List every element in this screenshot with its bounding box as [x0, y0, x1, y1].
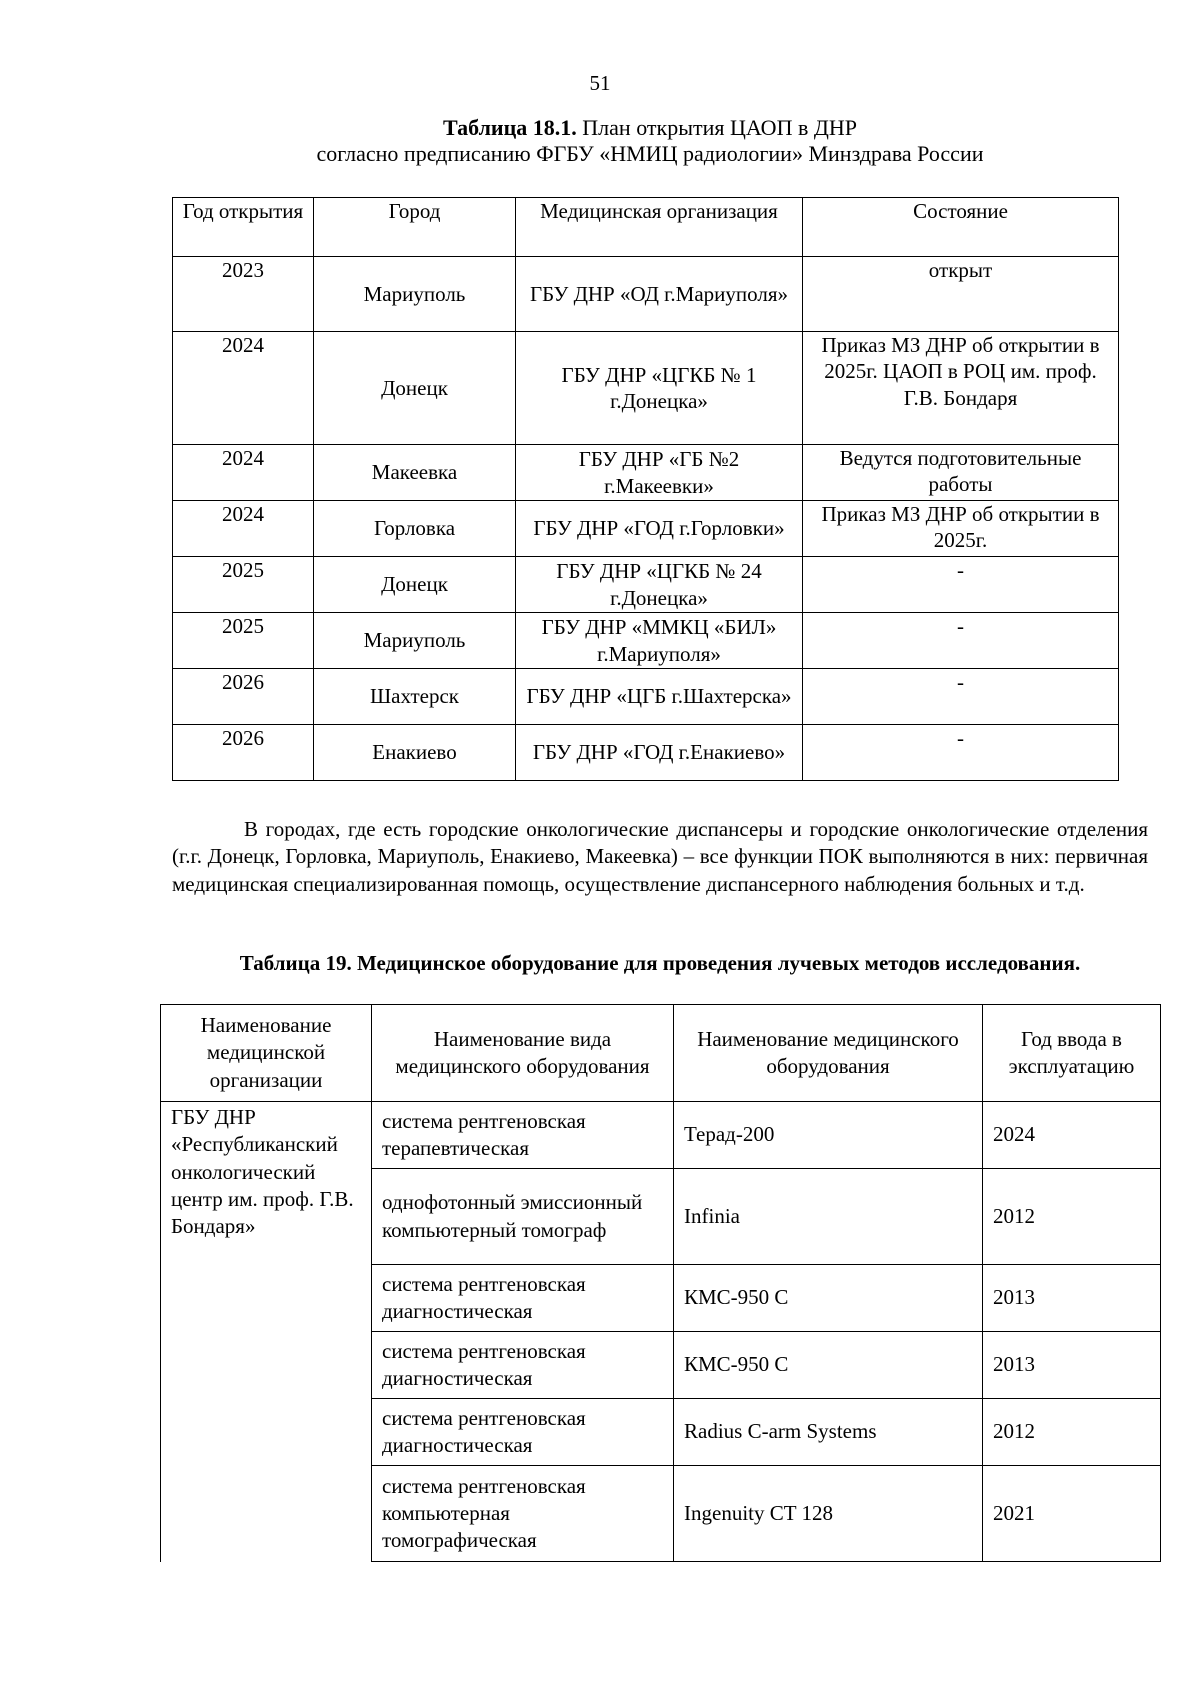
cell-equipment-type: система рентгеновская компьютерная томографическая	[372, 1466, 674, 1562]
cell-status: -	[803, 669, 1119, 725]
cell-equipment-name: Терад-200	[674, 1102, 983, 1169]
table-row	[173, 669, 1119, 725]
cell-city: Донецк	[314, 332, 516, 445]
cell-commission-year: 2021	[983, 1466, 1161, 1562]
table1-header-city: Город	[314, 198, 516, 257]
body-paragraph	[172, 816, 1148, 898]
cell-org: ГБУ ДНР «ГОД г.Енакиево»	[516, 725, 803, 781]
cell-commission-year: 2013	[983, 1265, 1161, 1332]
cell-equipment-name: Infinia	[674, 1169, 983, 1265]
table1-title-block	[170, 115, 1130, 168]
cell-status: Ведутся подготовительные работы	[803, 445, 1119, 501]
cell-year: 2023	[173, 257, 314, 332]
table1-header-org: Медицинская организация	[516, 198, 803, 257]
table-row	[161, 1102, 1161, 1169]
table1-subtitle: согласно предписанию ФГБУ «НМИЦ радиологии» Минздрава России	[316, 141, 984, 167]
cell-status: открыт	[803, 257, 1119, 332]
table2-title: Таблица 19. Медицинское оборудование для проведения лучевых методов исследования.	[239, 951, 1081, 975]
table-row	[173, 557, 1119, 613]
cell-city: Шахтерск	[314, 669, 516, 725]
cell-city: Донецк	[314, 557, 516, 613]
cell-year: 2026	[173, 669, 314, 725]
cell-status: -	[803, 557, 1119, 613]
cell-equipment-type: система рентгеновская диагностическая	[372, 1332, 674, 1399]
cell-commission-year: 2012	[983, 1169, 1161, 1265]
cell-year: 2025	[173, 557, 314, 613]
cell-org: ГБУ ДНР «ММКЦ «БИЛ» г.Мариуполя»	[516, 613, 803, 669]
cell-org: ГБУ ДНР «ЦГКБ № 24 г.Донецка»	[516, 557, 803, 613]
cell-city: Макеевка	[314, 445, 516, 501]
table-row	[173, 257, 1119, 332]
table2-equipment	[160, 1004, 1161, 1562]
cell-org: ГБУ ДНР «ЦГКБ № 1 г.Донецка»	[516, 332, 803, 445]
cell-commission-year: 2013	[983, 1332, 1161, 1399]
table2-header-org: Наименование медицинской организации	[161, 1005, 372, 1102]
cell-org: ГБУ ДНР «ЦГБ г.Шахтерска»	[516, 669, 803, 725]
table-row	[173, 332, 1119, 445]
cell-city: Мариуполь	[314, 257, 516, 332]
cell-commission-year: 2012	[983, 1399, 1161, 1466]
cell-status: Приказ МЗ ДНР об открытии в 2025г.	[803, 501, 1119, 557]
cell-organization: ГБУ ДНР «Республиканский онкологический центр им. проф. Г.В. Бондаря»	[161, 1102, 372, 1562]
cell-org: ГБУ ДНР «ОД г.Мариуполя»	[516, 257, 803, 332]
cell-status: -	[803, 725, 1119, 781]
table1-plan-caop	[172, 197, 1119, 781]
cell-year: 2024	[173, 501, 314, 557]
cell-city: Мариуполь	[314, 613, 516, 669]
cell-city: Горловка	[314, 501, 516, 557]
cell-city: Енакиево	[314, 725, 516, 781]
table2-header-year: Год ввода в эксплуатацию	[983, 1005, 1161, 1102]
table1-title	[170, 115, 1130, 141]
cell-equipment-type: однофотонный эмиссионный компьютерный томограф	[372, 1169, 674, 1265]
table-row	[173, 445, 1119, 501]
cell-equipment-name: КМС-950 С	[674, 1265, 983, 1332]
cell-year: 2024	[173, 445, 314, 501]
cell-equipment-type: система рентгеновская диагностическая	[372, 1399, 674, 1466]
table1-title-text: План открытия ЦАОП в ДНР	[576, 115, 857, 140]
cell-equipment-type: система рентгеновская диагностическая	[372, 1265, 674, 1332]
cell-org: ГБУ ДНР «ГБ №2 г.Макеевки»	[516, 445, 803, 501]
table2-header-name: Наименование медицинского оборудования	[674, 1005, 983, 1102]
cell-year: 2025	[173, 613, 314, 669]
cell-year: 2024	[173, 332, 314, 445]
paragraph-text: В городах, где есть городские онкологические диспансеры и городские онкологические отделения (г.г. Донецк, Горловка, Мариуполь, Енакиево, Макеевка) – все функции ПОК выполняются в них: первичная медицинская специализированная помощь, осуществление диспансерного наблюдения больных и т.д.	[172, 817, 1148, 896]
cell-year: 2026	[173, 725, 314, 781]
cell-commission-year: 2024	[983, 1102, 1161, 1169]
cell-status: -	[803, 613, 1119, 669]
page-number: 51	[589, 71, 611, 95]
cell-status: Приказ МЗ ДНР об открытии в 2025г. ЦАОП в РОЦ им. проф. Г.В. Бондаря	[803, 332, 1119, 445]
table1-header-status: Состояние	[803, 198, 1119, 257]
cell-equipment-name: Ingenuity CT 128	[674, 1466, 983, 1562]
table1-header-year: Год открытия	[173, 198, 314, 257]
table1-title-label: Таблица 18.1.	[443, 115, 577, 140]
table-row	[173, 613, 1119, 669]
table2-header-row	[161, 1005, 1161, 1102]
cell-equipment-type: система рентгеновская терапевтическая	[372, 1102, 674, 1169]
cell-org: ГБУ ДНР «ГОД г.Горловки»	[516, 501, 803, 557]
table2-header-type: Наименование вида медицинского оборудования	[372, 1005, 674, 1102]
table1-header-row	[173, 198, 1119, 257]
cell-equipment-name: Radius C-arm Systems	[674, 1399, 983, 1466]
cell-equipment-name: КМС-950 С	[674, 1332, 983, 1399]
table-row	[173, 725, 1119, 781]
table-row	[173, 501, 1119, 557]
